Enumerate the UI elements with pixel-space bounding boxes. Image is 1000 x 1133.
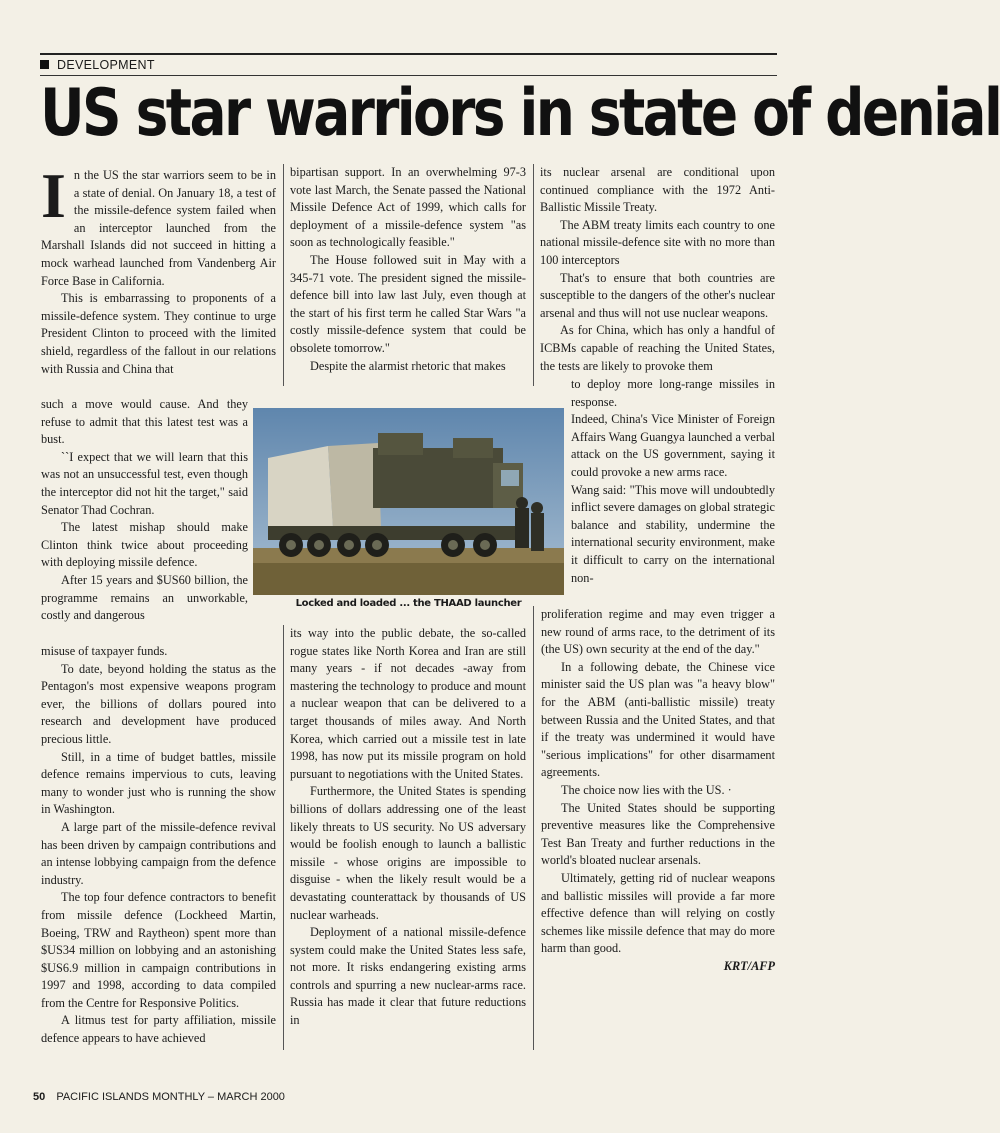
paragraph: The House followed suit in May with a 345-71 vote. The president signed the missile-defence bill into law last July, even though at the start of his first term he called Star Wars "a costly missile-defence system that could be obsolete tomorrow."	[290, 252, 526, 355]
paragraph: Furthermore, the United States is spending billions of dollars addressing one of the least likely threats to US security. No US adversary would be foolish enough to launch a ballistic missile - whose origins are impossible to disguise - when the likely result would be a devastating counterattack by thousands of US nuclear warheads.	[290, 784, 526, 922]
truck-illustration	[253, 408, 564, 595]
section-label-text: DEVELOPMENT	[57, 58, 155, 72]
paragraph: proliferation regime and may even trigger a new round of arms race, to the detriment of its (the US) own security at the end of the day."	[541, 607, 775, 657]
paragraph: The United States should be supporting preventive measures like the Comprehensive Test Ban Treaty and further reductions in the world's bloated nuclear arsenals.	[541, 800, 775, 868]
page-number: 50	[33, 1091, 46, 1103]
column-1-wrap	[41, 396, 248, 625]
column-rule	[283, 625, 284, 1050]
paragraph: its way into the public debate, the so-called rogue states like North Korea and Iran are still many years - if not decades -away from mastering the technology to produce and mount a nuclear weapon that can be delivered to a target thousands of miles away. And North Korea, which carried out a missile test in late 1998, has now put its missile program on hold pursuant to negotiations with the United States.	[290, 626, 526, 781]
paragraph: Deployment of a national missile-defence system could make the United States less safe, not more. It risks endangering existing arms controls and spurring a new nuclear-arms race. Russia has made it clear that future reductions in	[290, 925, 526, 1028]
paragraph: The choice now lies with the US. ·	[561, 782, 732, 797]
column-3-top	[540, 164, 775, 375]
paragraph: misuse of taxpayer funds.	[41, 644, 168, 658]
column-1-top	[41, 160, 276, 378]
paragraph: A litmus test for party affiliation, missile defence appears to have achieved	[41, 1013, 276, 1046]
photo-caption: Locked and loaded ... the THAAD launcher	[295, 598, 522, 609]
paragraph: In the US the star warriors seem to be in a state of denial. On January 18, a test of the missile-defence system failed when an interceptor launched from the Marshall Islands did not succeed in hitting a mock warhead launched from Vandenberg Air Force Base in California.	[41, 160, 276, 288]
paragraph: such a move would cause. And they refuse to admit that this latest test was a bust.	[41, 397, 248, 447]
column-2-top	[290, 164, 526, 375]
paragraph: bipartisan support. In an overwhelming 97-3 vote last March, the Senate passed the National Missile Defence Act of 1999, which calls for deployment of a missile-defence system "as soon as technologically feasible."	[290, 165, 526, 250]
paragraph: A large part of the missile-defence revival has been driven by campaign contributions and an intense lobbying campaign from the defence industry.	[41, 819, 276, 887]
column-rule	[533, 606, 534, 1050]
column-3-wrap	[571, 376, 775, 587]
paragraph: That's to ensure that both countries are susceptible to the dangers of the other's nuclear arsenal and thus will not use nuclear weapons.	[540, 270, 775, 320]
thaad-launcher-photo	[253, 408, 564, 595]
drop-cap: I	[41, 160, 66, 231]
headline: US star warriors in state of denial	[40, 74, 1000, 151]
page-footer	[33, 1091, 285, 1103]
section-label	[40, 58, 155, 76]
paragraph: To date, beyond holding the status as the Pentagon's most expensive weapons program ever, the billions of dollars poured into research and development have produced precious little.	[41, 661, 276, 746]
column-1-bottom	[41, 643, 276, 1048]
paragraph: ``I expect that we will learn that this was not an unsuccessful test, even though the interceptor did not hit the target," said Senator Thad Cochran.	[41, 449, 248, 517]
column-3-bottom	[541, 606, 775, 975]
column-rule	[283, 164, 284, 386]
paragraph: After 15 years and $US60 billion, the programme remains an unworkable, costly and dangerous	[41, 572, 248, 623]
paragraph: Still, in a time of budget battles, missile defence remains impervious to cuts, leaving many to wonder just who is running the show in Washington.	[41, 749, 276, 817]
publication-name: PACIFIC ISLANDS MONTHLY – MARCH 2000	[56, 1091, 285, 1103]
paragraph: The top four defence contractors to benefit from missile defence (Lockheed Martin, Boeing, TRW and Raytheon) spent more than $US34 million on lobbying and an astonishing $US6.9 million in campaign contributions in 1997 and 1998, according to data compiled from the Centre for Responsive Politics.	[41, 890, 276, 1010]
paragraph: In a following debate, the Chinese vice minister said the US plan was "a heavy blow" for the ABM (anti-ballistic missile) treaty between Russia and the United States, and that if the treaty was undermined it would have "serious implications" for other disarmament agreements.	[541, 659, 775, 780]
paragraph: This is embarrassing to proponents of a missile-defence system. They continue to urge President Clinton to proceed with the limited shield, regardless of the fallout in our relations with Russia and China that	[41, 291, 276, 376]
paragraph: The ABM treaty limits each country to one national missile-defence site with no more than 100 interceptors	[540, 217, 775, 267]
paragraph: to deploy more long-range missiles in response.	[571, 377, 775, 409]
byline-agency: KRT/AFP	[723, 958, 775, 973]
paragraph: The latest mishap should make Clinton think twice about proceeding with deploying missile defence.	[41, 520, 248, 570]
paragraph: Wang said: "This move will undoubtedly inflict severe damages on global strategic balance and stability, undermine the international security environment, make it difficult to carry on the international non-	[571, 482, 775, 585]
square-bullet-icon	[40, 60, 49, 69]
column-rule	[533, 164, 534, 386]
paragraph: Despite the alarmist rhetoric that makes	[310, 358, 506, 373]
column-2-bottom	[290, 625, 526, 1030]
paragraph: Ultimately, getting rid of nuclear weapons and ballistic missiles will provide a far more effective defence than will relying on costly schemes like missile defence that may do more harm than good.	[541, 870, 775, 956]
paragraph: its nuclear arsenal are conditional upon continued compliance with the 1972 Anti-Ballistic Missile Treaty.	[540, 165, 775, 215]
top-rule	[40, 53, 777, 55]
paragraph: As for China, which has only a handful of ICBMs capable of reaching the United States, the tests are likely to provoke them	[540, 323, 775, 373]
paragraph: Indeed, China's Vice Minister of Foreign Affairs Wang Guangya launched a verbal attack on the US government, saying it could provoke a new arms race.	[571, 412, 775, 479]
